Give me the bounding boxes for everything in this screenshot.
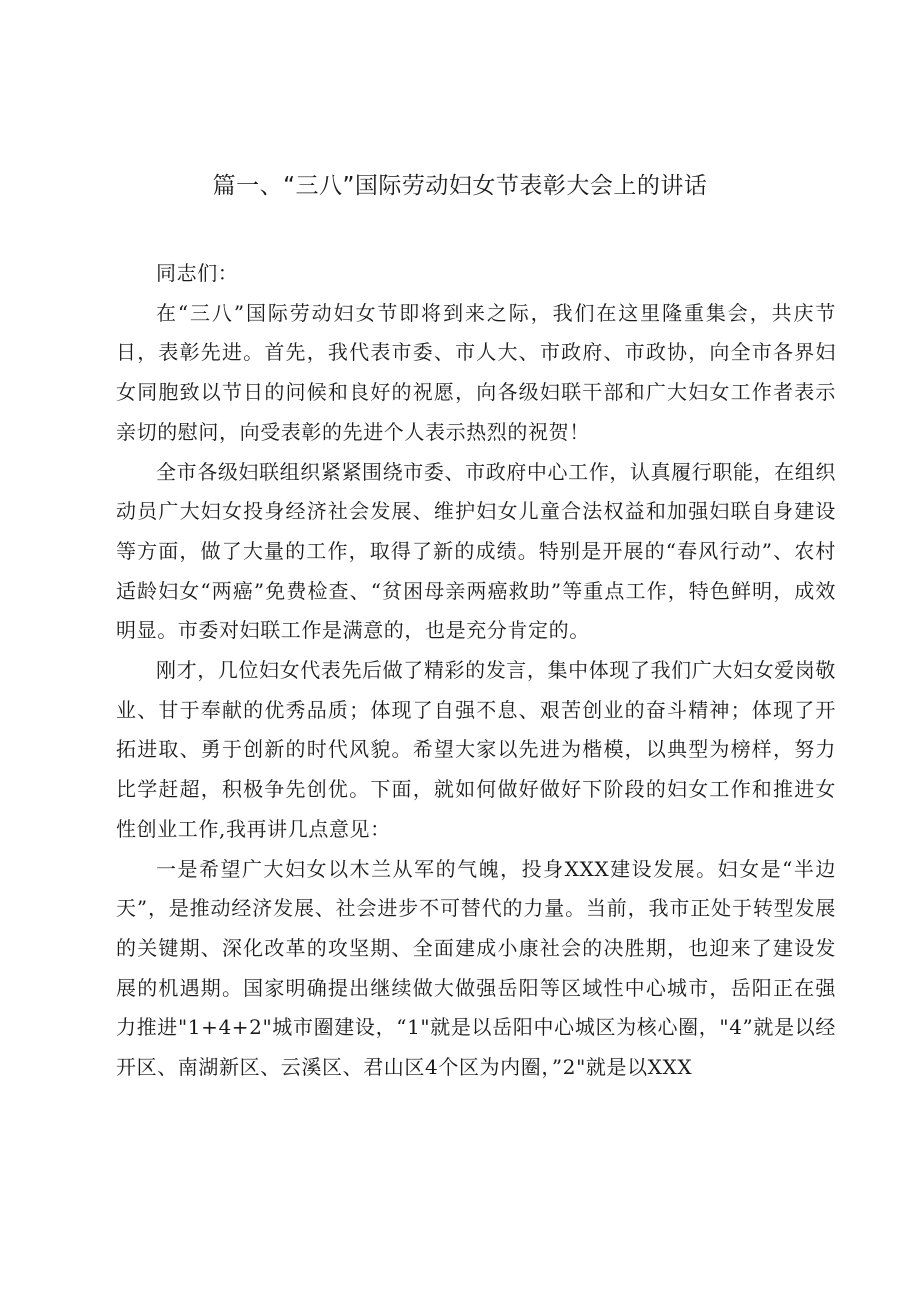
body-paragraph: 一是希望广大妇女以木兰从军的气魄，投身XXX建设发展。妇女是“半边天”，是推动经济发展、社会进步不可替代的力量。当前，我市正处于转型发展的关键期、深化改革的攻坚期、全面建成小康社会的决胜期，也迎来了建设发展的机遇期。国家明确提出继续做大做强岳阳等区域性中心城市，岳阳正在强力推进"1+4+2"城市圈建设，“1"就是以岳阳中心城区为核心圈，"4”就是以经开区、南湖新区、云溪区、君山区4个区为内圈，”2"就是以XXX [116,856,836,1080]
body-paragraph: 刚才，几位妇女代表先后做了精彩的发言，集中体现了我们广大妇女爱岗敬业、甘于奉献的优秀品质；体现了自强不息、艰苦创业的奋斗精神；体现了开拓进取、勇于创新的时代风貌。希望大家以先进为楷模，以典型为榜样，努力比学赶超，积极争先创优。下面，就如何做好做好下阶段的妇女工作和推进女性创业工作,我再讲几点意见： [116,658,836,841]
document-body [116,254,836,1088]
body-paragraph: 全市各级妇联组织紧紧围绕市委、市政府中心工作，认真履行职能，在组织动员广大妇女投身经济社会发展、维护妇女儿童合法权益和加强妇联自身建设等方面，做了大量的工作，取得了新的成绩。特别是开展的“春风行动”、农村适龄妇女“两癌”免费检查、“贫困母亲两癌救助”等重点工作，特色鲜明，成效明显。市委对妇联工作是满意的，也是充分肯定的。 [116,459,836,643]
document-title: 篇一、“三八”国际劳动妇女节表彰大会上的讲话 [212,173,708,199]
salutation-paragraph: 同志们： [156,261,239,285]
body-paragraph: 在“三八”国际劳动妇女节即将到来之际，我们在这里隆重集会，共庆节日，表彰先进。首先，我代表市委、市人大、市政府、市政协，向全市各界妇女同胞致以节日的问候和良好的祝愿，向各级妇联干部和广大妇女工作者表示亲切的慰问，向受表彰的先进个人表示热烈的祝贺！ [116,300,836,444]
